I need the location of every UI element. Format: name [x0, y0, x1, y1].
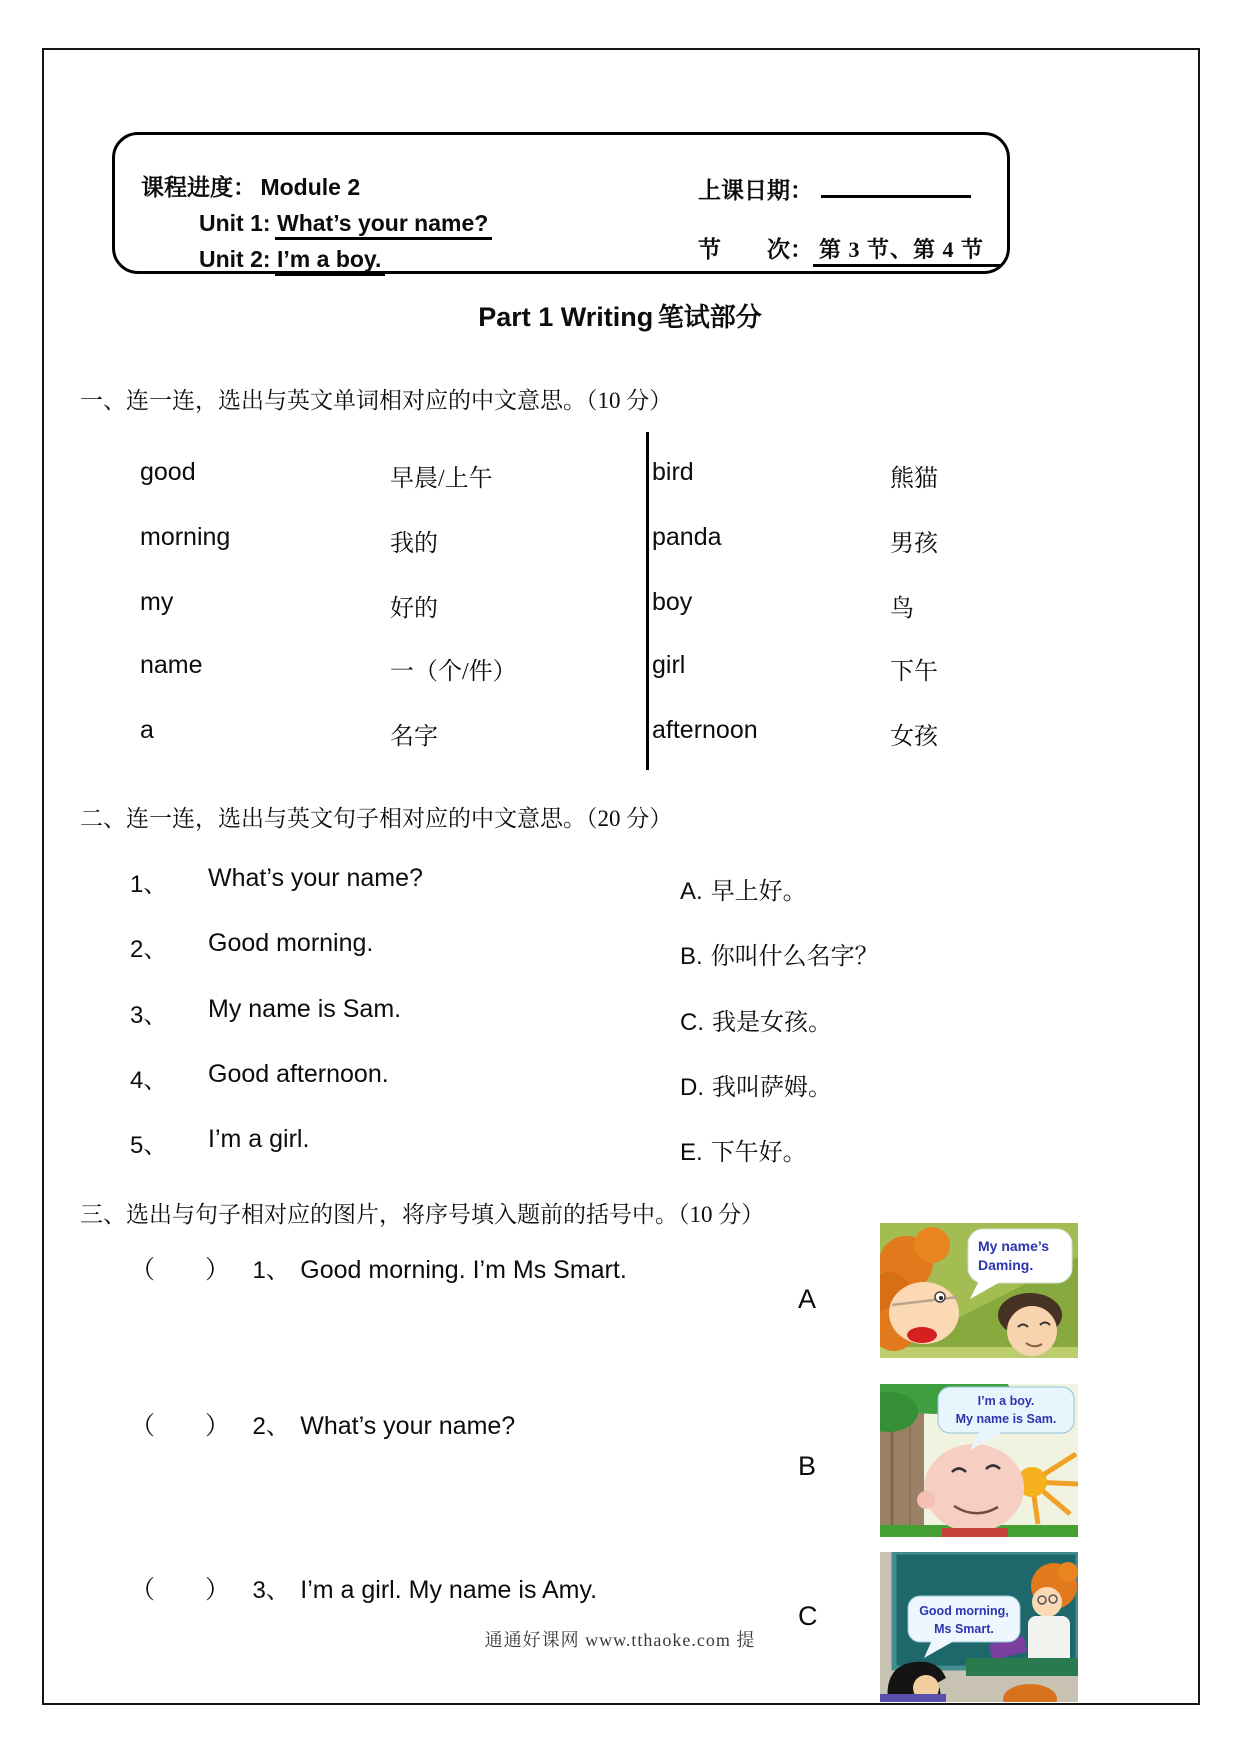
question-number: 3、: [252, 1577, 290, 1604]
word-zh: 名字: [390, 724, 438, 750]
word-zh: 男孩: [890, 531, 938, 557]
word-zh: 好的: [390, 596, 438, 622]
picture-question-row: [130, 1570, 597, 1606]
picture-label-a: A: [798, 1284, 817, 1314]
unit1-label: Unit 1:: [199, 210, 271, 236]
unit1-title: What’s your name?: [275, 210, 492, 240]
option-row: [680, 1132, 807, 1166]
session-value: 第 3 节、第 4 节: [813, 237, 1000, 267]
bubble-text-line: Daming.: [978, 1257, 1034, 1273]
option-row: [680, 871, 807, 905]
option-text: 你叫什么名字？: [710, 944, 879, 970]
unit2-label: Unit 2:: [199, 246, 271, 272]
sentence-text: Good morning.: [208, 929, 374, 957]
word-en: panda: [652, 523, 722, 551]
option-row: [680, 1067, 832, 1101]
word-en: morning: [140, 523, 231, 551]
sentence-text: My name is Sam.: [208, 995, 402, 1023]
word-zh: 女孩: [890, 724, 938, 750]
part-title: [0, 297, 1240, 334]
option-text: 我是女孩。: [712, 1010, 832, 1036]
bubble-text-line: My name’s: [978, 1238, 1050, 1254]
word-zh: 早晨/上午: [390, 466, 493, 492]
sentence-text: What’s your name?: [208, 864, 423, 892]
option-letter: A.: [680, 878, 703, 905]
question-number: 2、: [252, 1413, 290, 1440]
sentence-number: 4、: [130, 1067, 168, 1094]
picture-b: [880, 1384, 1078, 1537]
word-zh: 鸟: [890, 596, 914, 622]
option-text: 早上好。: [710, 879, 807, 905]
answer-brackets: （ ）: [130, 1413, 231, 1440]
course-progress-label: 课程进度：: [141, 174, 256, 200]
word-en: afternoon: [652, 716, 758, 744]
section1-heading: 一、连一连，选出与英文单词相对应的中文意思。（10 分）: [80, 388, 673, 413]
question-number: 1、: [252, 1257, 290, 1284]
sentence-text: Good afternoon.: [208, 1060, 389, 1088]
picture-b-scene: [880, 1384, 1078, 1537]
picture-question-row: [130, 1406, 515, 1442]
option-letter: C.: [680, 1009, 704, 1036]
word-match-row: [0, 588, 1240, 622]
sentence-row: [0, 995, 700, 1029]
course-info-box: [112, 132, 1010, 274]
sentence-row: [0, 1060, 700, 1094]
sentence-text: I’m a girl.: [208, 1125, 310, 1153]
class-date-label: 上课日期：: [698, 177, 813, 203]
word-match-row: [0, 716, 1240, 750]
word-en: girl: [652, 651, 686, 679]
picture-a-scene: [880, 1223, 1078, 1358]
sentence-row: [0, 929, 700, 963]
word-en: my: [140, 588, 174, 616]
option-row: [680, 936, 879, 970]
sentence-number: 5、: [130, 1132, 168, 1159]
session-label: 节 次：: [698, 236, 813, 262]
section2-heading: 二、连一连，选出与英文句子相对应的中文意思。（20 分）: [80, 806, 673, 831]
footer-watermark: 通通好课网 www.tthaoke.com 提: [484, 1630, 756, 1650]
word-zh: 一（个/件）: [390, 659, 517, 685]
bubble-text-line: I’m a boy.: [977, 1394, 1035, 1408]
bubble-text-line: My name is Sam.: [955, 1412, 1057, 1426]
course-info-left: [141, 171, 698, 271]
sentence-number: 1、: [130, 871, 168, 898]
word-zh: 下午: [890, 659, 938, 685]
course-info-right: [698, 171, 983, 271]
word-en: name: [140, 651, 203, 679]
word-en: good: [140, 458, 196, 486]
option-text: 我叫萨姆。: [712, 1075, 832, 1101]
part-title-english: Part 1 Writing: [478, 302, 654, 332]
part-title-chinese: 笔试部分: [657, 303, 762, 332]
question-text: I’m a girl. My name is Amy.: [300, 1576, 598, 1604]
question-text: Good morning. I’m Ms Smart.: [300, 1256, 627, 1284]
word-en: boy: [652, 588, 693, 616]
answer-brackets: （ ）: [130, 1257, 231, 1284]
word-match-row: [0, 458, 1240, 492]
sentence-row: [0, 1125, 700, 1159]
word-en: bird: [652, 458, 694, 486]
picture-a: [880, 1223, 1078, 1358]
sentence-number: 2、: [130, 936, 168, 963]
word-zh: 我的: [390, 531, 438, 557]
option-letter: D.: [680, 1074, 704, 1101]
word-match-row: [0, 523, 1240, 557]
picture-label-b: B: [798, 1451, 817, 1481]
picture-label-c: C: [798, 1601, 818, 1631]
option-letter: B.: [680, 943, 703, 970]
word-en: a: [140, 716, 154, 744]
word-match-row: [0, 651, 1240, 685]
question-text: What’s your name?: [300, 1412, 516, 1440]
word-zh: 熊猫: [890, 466, 938, 492]
section3-heading: 三、选出与句子相对应的图片，将序号填入题前的括号中。（10 分）: [80, 1202, 765, 1227]
option-row: [680, 1002, 832, 1036]
bubble-text-line: Good morning,: [919, 1604, 1009, 1618]
option-letter: E.: [680, 1139, 703, 1166]
answer-brackets: （ ）: [130, 1577, 231, 1604]
picture-question-row: [130, 1250, 627, 1286]
class-date-blank-line: [821, 171, 971, 198]
sentence-number: 3、: [130, 1002, 168, 1029]
course-progress-value: Module 2: [260, 174, 361, 200]
unit2-title: I’m a boy.: [275, 246, 385, 276]
bubble-text-line: Ms Smart.: [934, 1622, 994, 1636]
sentence-row: [0, 864, 700, 898]
option-text: 下午好。: [710, 1140, 807, 1166]
